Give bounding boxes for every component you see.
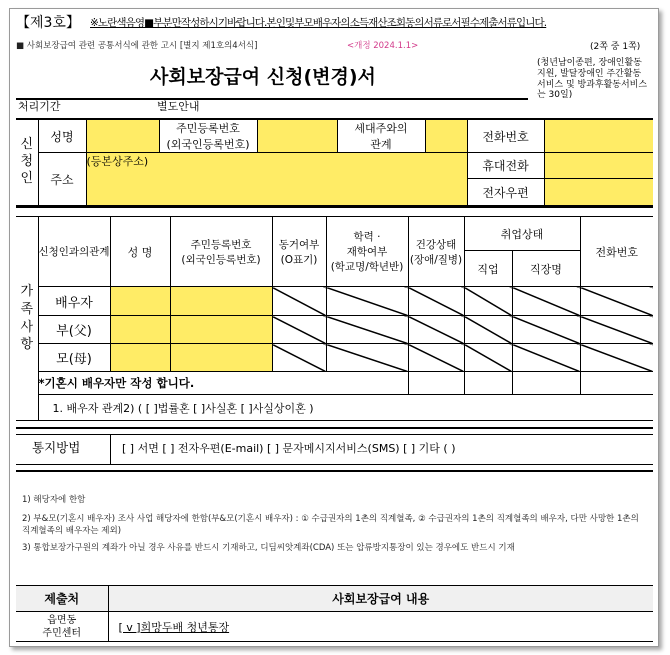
household-relation-field[interactable] [425, 120, 467, 153]
spouse-work-cell [512, 287, 580, 316]
col-relation: 신청인과의관계 [38, 217, 110, 287]
father-cohabit-cell [272, 316, 326, 344]
email-label: 전자우편 [467, 179, 544, 206]
row-spouse-label: 배우자 [38, 287, 110, 316]
applicant-name-field[interactable] [86, 120, 159, 153]
processing-note: (청년남이종편, 장애인활동지원, 발달장애인 주간활동서비스 및 방과후활동서비스는 30일) [537, 58, 648, 101]
spouse-relation-options[interactable]: 1. 배우자 관계2) ( [ ]법률혼 [ ]사실혼 [ ]사실상이혼 ) [38, 395, 653, 421]
married-note: *기혼시 배우자만 작성 합니다. [38, 372, 408, 395]
applicant-rrn-label: 주민등록번호 (외국인등록번호) [159, 120, 257, 153]
notify-label: 통지방법 [32, 440, 81, 455]
applicant-rrn-field[interactable] [257, 120, 337, 153]
mother-work-cell [512, 344, 580, 372]
mother-job-cell [464, 344, 512, 372]
submission-table [16, 585, 653, 642]
form-title: 사회보장급여 신청(변경)서 [150, 66, 376, 88]
form-number: 【제3호】 [16, 15, 80, 31]
spouse-school-cell [326, 287, 408, 316]
father-work-cell [512, 316, 580, 344]
spouse-health-cell [408, 287, 464, 316]
spouse-name-field[interactable] [110, 287, 170, 316]
col-workplace: 직장명 [512, 251, 580, 287]
col-cohabit: 동거여부 (O표기) [272, 217, 326, 287]
mobile-field[interactable] [544, 153, 653, 179]
applicant-name-label: 성명 [38, 120, 86, 153]
mobile-label: 휴대전화 [467, 153, 544, 179]
phone-field[interactable] [544, 120, 653, 153]
mother-rrn-field[interactable] [170, 344, 272, 372]
col-submit-office: 제출처 [16, 586, 108, 612]
address-field[interactable] [86, 153, 467, 206]
col-employment: 취업상태 [464, 217, 580, 251]
mother-name-field[interactable] [110, 344, 170, 372]
row-mother-label: 모(母) [38, 344, 110, 372]
processing-period-label: 처리기간 [18, 100, 61, 113]
email-field[interactable] [544, 179, 653, 206]
mother-health-cell [408, 344, 464, 372]
application-form [9, 8, 659, 647]
col-name: 성 명 [110, 217, 170, 287]
revision-date: <개정 2024.1.1> [347, 41, 419, 51]
mother-cohabit-cell [272, 344, 326, 372]
mother-phone-cell [580, 344, 653, 372]
notify-options[interactable]: [ ] 서면 [ ] 전자우편(E-mail) [ ] 문자메시지서비스(SMS) [ ] 기타 ( ) [122, 442, 456, 455]
family-table [16, 216, 653, 421]
col-benefit-content: 사회보장급여 내용 [108, 586, 653, 612]
applicant-section-label: 신 청 인 [16, 120, 38, 206]
spouse-job-cell [464, 287, 512, 316]
page-count: (2쪽 중 1쪽) [590, 42, 641, 52]
yellow-area-notice: ※노란색음영■부분만작성하시기바랍니다.본인및부모배우자의소득재산조회동의서류로서필수제출서류입니다. [90, 17, 547, 29]
phone-label: 전화번호 [467, 120, 544, 153]
household-relation-label: 세대주와의 관계 [337, 120, 425, 153]
address-label: 주소 [38, 153, 86, 206]
father-rrn-field[interactable] [170, 316, 272, 344]
father-health-cell [408, 316, 464, 344]
spouse-phone-cell [580, 287, 653, 316]
col-school: 학력 · 재학여부 (학교명/학년반) [326, 217, 408, 287]
applicant-table [16, 119, 653, 206]
col-health: 건강상태 (장애/질병) [408, 217, 464, 287]
law-reference: ■ 사회보장급여 관련 공통서식에 관한 고시 [별지 제1호의4서식] [16, 41, 258, 51]
col-phone: 전화번호 [580, 217, 653, 287]
father-phone-cell [580, 316, 653, 344]
col-rrn: 주민등록번호 (외국인등록번호) [170, 217, 272, 287]
mother-school-cell [326, 344, 408, 372]
spouse-rrn-field[interactable] [170, 287, 272, 316]
father-school-cell [326, 316, 408, 344]
submit-office-value: 읍면동 주민센터 [16, 612, 108, 642]
footnote-2: 2) 부&모(기혼시 배우자) 조사 사업 해당자에 한함(부&모(기혼시 배우자) : ① 수급권자의 1촌의 직계혈족, ② 수급권자의 1촌의 직계혈족의 배우자, 다만 사망한 1촌의 직계혈족의 배우자는 제외) [22, 514, 639, 537]
spouse-cohabit-cell [272, 287, 326, 316]
address-hint: (등본상주소) [86, 155, 149, 168]
father-name-field[interactable] [110, 316, 170, 344]
benefit-program[interactable]: [ v ]희망두배 청년통장 [108, 612, 653, 642]
footnote-1: 1) 해당자에 한함 [22, 495, 86, 505]
row-father-label: 부(父) [38, 316, 110, 344]
processing-period-value: 별도안내 [157, 100, 200, 113]
footnote-3: 3) 통합보장가구원의 계좌가 아닐 경우 사유를 반드시 기재하고, 디딤씨앗계좌(CDA) 또는 압류방지통장이 있는 경우에도 반드시 기재 [22, 543, 515, 553]
father-job-cell [464, 316, 512, 344]
col-job: 직업 [464, 251, 512, 287]
family-section-label: 가 족 사 항 [16, 217, 38, 421]
